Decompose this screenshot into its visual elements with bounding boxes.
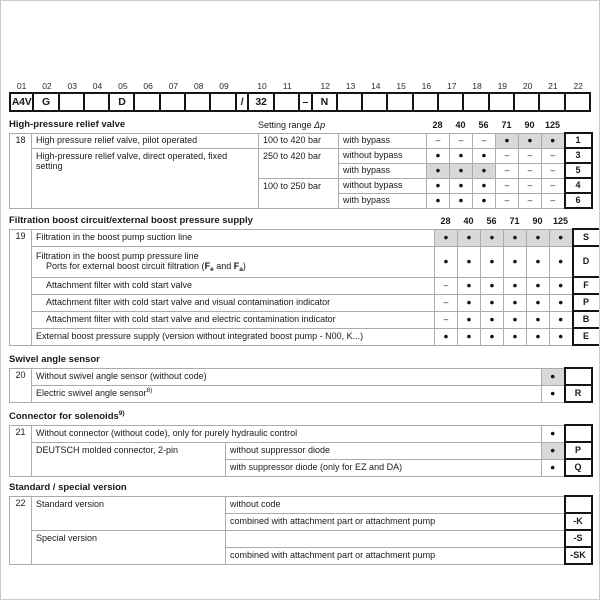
ordering-code-position: 13 [345,81,356,91]
ordering-code-box: / [235,92,250,112]
ordering-code-cell [60,80,85,112]
availability-cell: ● [542,133,565,148]
code-box: 4 [565,178,592,193]
availability-cell: – [542,178,565,193]
ordering-code-position: 08 [193,81,204,91]
availability-cell: – [519,163,542,178]
availability-cell: ● [435,328,458,345]
availability-cell: ● [527,277,550,294]
ordering-code-position: 14 [371,81,381,91]
availability-cell: – [519,193,542,208]
section-header-filtration [9,215,591,228]
section-title: Filtration boost circuit/external boost pressure supply [9,215,253,226]
ordering-code-position: 21 [548,81,558,91]
availability-cell: ● [481,328,504,345]
ordering-code-box [437,92,464,112]
availability-cell: ● [527,246,550,277]
ordering-code-cell [363,80,388,112]
availability-cell: ● [473,163,496,178]
code-box: -K [565,513,592,530]
swivel-sensor-table [9,367,593,403]
availability-cell: – [542,193,565,208]
size-column-header: 40 [463,216,474,226]
availability-cell: ● [481,277,504,294]
availability-cell: ● [504,277,527,294]
ordering-code-box [488,92,515,112]
availability-cell: – [519,148,542,163]
size-column-header: 125 [544,120,561,130]
option-description: Filtration in the boost pump pressure line Ports for external boost circuit filtration ($F_e$ and $F_a$) [32,246,435,277]
relief-valve-table [9,132,593,209]
availability-cell: ● [542,425,565,442]
availability-cell: – [542,163,565,178]
ordering-code-cell [34,80,59,112]
availability-cell: ● [458,294,481,311]
option-description: High pressure relief valve, pilot operated [32,133,259,148]
availability-cell: – [496,193,519,208]
ordering-code-cell [566,80,591,112]
ordering-code-cell [540,80,565,112]
availability-cell: ● [550,277,573,294]
ordering-code-position: 15 [396,81,406,91]
availability-cell: ● [504,246,527,277]
setting-range: 250 to 420 bar [259,148,339,178]
availability-cell: ● [481,311,504,328]
code-box: F [573,277,600,294]
size-column-header: 71 [501,120,512,130]
row-number: 18 [10,133,32,208]
ordering-code-cell [85,80,110,112]
ordering-code-position: 18 [472,81,482,91]
availability-cell: ● [496,133,519,148]
ordering-code-box [462,92,489,112]
availability-cell: ● [427,163,450,178]
row-number: 22 [10,496,32,564]
size-column-header: 125 [552,216,569,226]
ordering-code-cell [388,80,413,112]
availability-cell: ● [481,246,504,277]
section-header-relief-valve [9,119,591,132]
code-box: 1 [565,133,592,148]
row-number: 19 [10,229,32,345]
row-number: 20 [10,368,32,402]
ordering-code-cell [313,80,338,112]
section-header-swivel-sensor [9,354,591,367]
ordering-code-position: 12 [320,81,330,91]
ordering-code-box [412,92,439,112]
ordering-code-cell [338,80,363,112]
ordering-code-box [58,92,85,112]
availability-cell: ● [527,294,550,311]
option-description: Special version [32,530,226,564]
ordering-code-cell [464,80,489,112]
ordering-code-box: N [311,92,338,112]
availability-cell: ● [458,246,481,277]
size-column-header: 28 [432,120,443,130]
sub-option: combined with attachment part or attachment pump [226,547,565,564]
availability-cell: ● [550,311,573,328]
availability-cell: ● [504,311,527,328]
availability-cell: – [450,133,473,148]
ordering-code-position [300,80,313,92]
ordering-code-position: 11 [282,81,292,91]
option-description: Without connector (without code), only for purely hydraulic control [32,425,542,442]
availability-cell: – [496,148,519,163]
code-box: Q [565,459,592,476]
availability-cell: ● [504,229,527,246]
availability-cell: ● [550,294,573,311]
sub-option: Ports for external boost circuit filtration ($F_e$ and $F_a$) [46,261,246,274]
footnote-marker: 9) [118,410,125,417]
size-column-header: 56 [486,216,497,226]
ordering-code-box [273,92,300,112]
option-description: Attachment filter with cold start valve [32,277,435,294]
availability-cell: ● [504,294,527,311]
ordering-code-box [386,92,413,112]
bypass-option: with bypass [339,193,427,208]
section-title: Swivel angle sensor [9,354,100,365]
availability-cell: – [473,133,496,148]
availability-cell: ● [519,133,542,148]
ordering-code-box: D [108,92,135,112]
ordering-code-content [9,80,591,565]
ordering-code-cell [211,80,236,112]
ordering-code-position: 10 [257,81,267,91]
size-column-header: 71 [509,216,520,226]
availability-cell: – [435,294,458,311]
setting-range: 100 to 420 bar [259,133,339,148]
section-header-connector [9,411,591,424]
ordering-code-box [538,92,565,112]
size-column-header: 56 [478,120,489,130]
ordering-code-box [159,92,186,112]
ordering-code-box [184,92,211,112]
availability-cell: ● [458,328,481,345]
ordering-code-position: 20 [522,81,533,91]
ordering-code-box [133,92,160,112]
sub-option [226,530,565,547]
ordering-code-position: 07 [168,81,179,91]
option-description: Filtration in the boost pump suction line [32,229,435,246]
availability-cell: ● [542,385,565,402]
ordering-code-box [83,92,110,112]
ordering-code-box: A4V [9,92,34,112]
code-box: 5 [565,163,592,178]
ordering-code-cell [186,80,211,112]
availability-cell: ● [458,229,481,246]
sub-option: combined with attachment part or attachment pump [226,513,565,530]
availability-cell: – [496,178,519,193]
availability-cell: ● [550,229,573,246]
availability-cell: ● [481,229,504,246]
availability-cell: ● [504,328,527,345]
availability-cell: ● [458,311,481,328]
code-box: 6 [565,193,592,208]
ordering-code-position: 04 [92,81,103,91]
ordering-code-position: 19 [497,81,508,91]
setting-range: 100 to 250 bar [259,178,339,208]
section-title: High-pressure relief valve [9,119,126,130]
filtration-table [9,228,600,346]
ordering-code-box [361,92,388,112]
option-description: Electric swivel angle sensor$^{8)}$ [32,385,542,402]
availability-cell: ● [427,193,450,208]
availability-cell: – [435,311,458,328]
availability-cell: – [435,277,458,294]
ordering-code-strip [9,80,591,112]
ordering-code-box [209,92,236,112]
section-header-version [9,482,591,495]
ordering-code-cell [515,80,540,112]
availability-cell: ● [527,311,550,328]
code-box: P [565,442,592,459]
ordering-code-cell [414,80,439,112]
ordering-code-box [564,92,591,112]
availability-cell: ● [550,328,573,345]
ordering-code-cell [9,80,34,112]
bypass-option: with bypass [339,133,427,148]
availability-cell: ● [450,178,473,193]
ordering-code-cell [275,80,300,112]
ordering-code-position: 05 [118,81,128,91]
size-column-header: 40 [455,120,466,130]
availability-cell: ● [473,148,496,163]
code-box [565,368,592,385]
availability-cell: ● [473,193,496,208]
code-box: B [573,311,600,328]
ordering-code-position: 06 [143,81,153,91]
section-title: Connector for solenoids [9,411,119,422]
availability-cell: ● [450,163,473,178]
code-box [565,425,592,442]
ordering-code-cell [249,80,274,112]
ordering-code-box: – [298,92,313,112]
version-table [9,495,593,565]
code-box: 3 [565,148,592,163]
bypass-option: without bypass [339,178,427,193]
ordering-code-cell [439,80,464,112]
availability-cell: ● [458,277,481,294]
code-box: D [573,246,600,277]
availability-cell: ● [427,148,450,163]
sub-option: without suppressor diode [226,442,542,459]
option-description: Attachment filter with cold start valve and electric contamination indicator [32,311,435,328]
ordering-code-cell [490,80,515,112]
ordering-code-position: 02 [42,81,52,91]
ordering-code-position: 01 [16,81,27,91]
option-description: Standard version [32,496,226,530]
size-column-header: 90 [524,120,535,130]
availability-cell: – [542,148,565,163]
availability-cell: ● [527,229,550,246]
ordering-code-cell [110,80,135,112]
ordering-code-box: 32 [247,92,274,112]
availability-cell: ● [542,368,565,385]
availability-cell: ● [435,229,458,246]
ordering-code-position: 16 [421,81,432,91]
bypass-option: with bypass [339,163,427,178]
availability-cell: ● [427,178,450,193]
sub-option: with suppressor diode (only for EZ and DA) [226,459,542,476]
code-box: R [565,385,592,402]
availability-cell: ● [527,328,550,345]
option-description: External boost pressure supply (version without integrated boost pump - N00, K...) [32,328,435,345]
availability-cell: ● [473,178,496,193]
option-description: High-pressure relief valve, direct operated, fixed setting [32,148,259,208]
availability-cell: ● [435,246,458,277]
ordering-code-box [336,92,363,112]
code-box [565,496,592,513]
availability-cell: ● [550,246,573,277]
availability-cell: ● [542,442,565,459]
availability-cell: ● [481,294,504,311]
ordering-code-box: G [32,92,59,112]
ordering-code-position [237,80,250,92]
code-box: E [573,328,600,345]
size-column-header: 28 [440,216,451,226]
availability-cell: ● [542,459,565,476]
availability-cell: ● [450,193,473,208]
ordering-code-position: 03 [67,81,77,91]
row-number: 21 [10,425,32,476]
availability-cell: – [496,163,519,178]
availability-cell: ● [450,148,473,163]
availability-cell: – [427,133,450,148]
code-box: P [573,294,600,311]
ordering-code-position: 09 [219,81,229,91]
code-box: -S [565,530,592,547]
ordering-code-cell [161,80,186,112]
availability-cell: – [519,178,542,193]
size-column-header: 90 [532,216,543,226]
code-box: S [573,229,600,246]
bypass-option: without bypass [339,148,427,163]
ordering-code-cell [135,80,160,112]
ordering-code-box [513,92,540,112]
code-box: -SK [565,547,592,564]
option-description: Attachment filter with cold start valve and visual contamination indicator [32,294,435,311]
sub-option: without code [226,496,565,513]
ordering-code-position: 17 [446,81,457,91]
footnote-marker: 8) [146,387,153,395]
setting-range-label: Setting range Δp [258,120,326,130]
connector-table [9,424,593,477]
ordering-code-position: 22 [573,81,583,91]
option-description: DEUTSCH molded connector, 2-pin [32,442,226,476]
option-description: Without swivel angle sensor (without code) [32,368,542,385]
section-title: Standard / special version [9,482,127,493]
